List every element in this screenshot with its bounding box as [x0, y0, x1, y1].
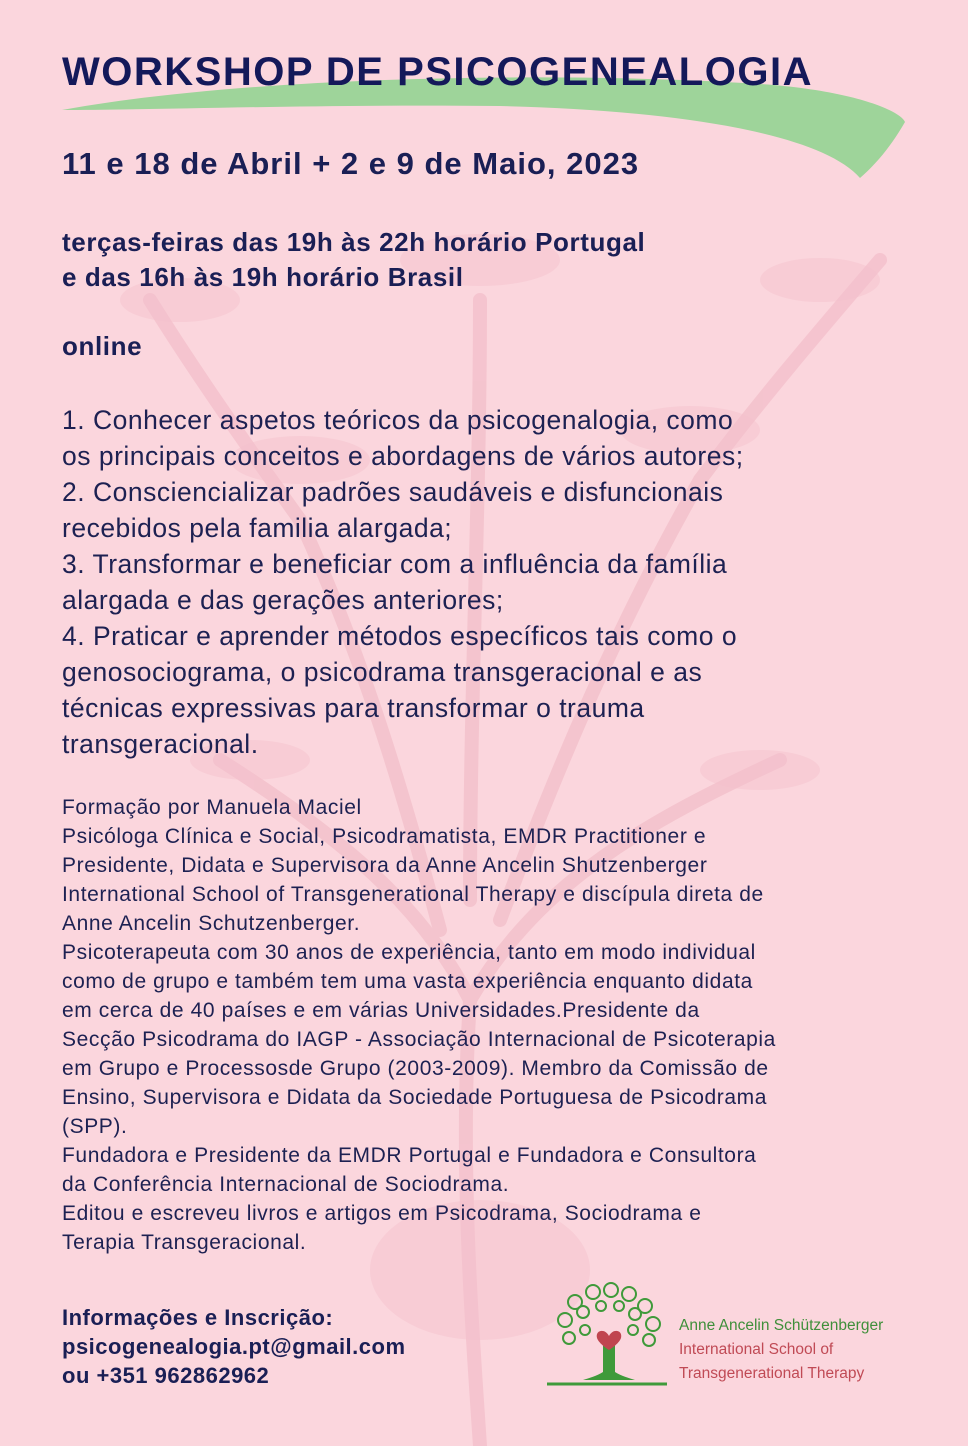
objective-line: 4. Praticar e aprender métodos específicos tais como o: [62, 621, 738, 651]
contact-info: [62, 1303, 406, 1390]
bio-line: Fundadora e Presidente da EMDR Portugal e Fundadora e Consultora: [62, 1144, 757, 1167]
school-logo-text: [679, 1314, 883, 1386]
bio-line: (SPP).: [62, 1115, 128, 1138]
bio-line: Anne Ancelin Schutzenberger.: [62, 912, 361, 935]
bio-line: Presidente, Didata e Supervisora da Anne Ancelin Shutzenberger: [62, 854, 708, 877]
bio-line: Editou e escreveu livros e artigos em Psicodrama, Sociodrama e: [62, 1202, 702, 1225]
bio-line: como de grupo e também tem uma vasta experiência enquanto didata: [62, 970, 753, 993]
bio-line: em Grupo e Processosde Grupo (2003-2009). Membro da Comissão de: [62, 1057, 769, 1080]
event-schedule: [62, 225, 645, 295]
objective-line: 3. Transformar e beneficiar com a influência da família: [62, 549, 728, 579]
contact-phone[interactable]: ou +351 962862962: [62, 1363, 270, 1388]
bio-line: da Conferência Internacional de Sociodrama.: [62, 1173, 510, 1196]
logo-line-1: Anne Ancelin Schützenberger: [679, 1317, 884, 1334]
bio-line: International School of Transgenerational Therapy e discípula direta de: [62, 883, 764, 906]
bio-line: Formação por Manuela Maciel: [62, 796, 362, 819]
contact-heading: Informações e Inscrição:: [62, 1305, 334, 1330]
logo-line-3: Transgenerational Therapy: [679, 1365, 865, 1382]
bio-line: em cerca de 40 países e em várias Universidades.Presidente da: [62, 999, 700, 1022]
event-mode: online: [62, 331, 143, 361]
bio-line: Ensino, Supervisora e Didata da Sociedade Portuguesa de Psicodrama: [62, 1086, 768, 1109]
objective-line: recebidos pela familia alargada;: [62, 513, 453, 543]
bio-line: Psicóloga Clínica e Social, Psicodramatista, EMDR Practitioner e: [62, 825, 707, 848]
schedule-portugal: terças-feiras das 19h às 22h horário Portugal: [62, 227, 646, 257]
objective-line: genosociograma, o psicodrama transgeracional e as: [62, 657, 703, 687]
objective-line: transgeracional.: [62, 729, 259, 759]
contact-email[interactable]: psicogenealogia.pt@gmail.com: [62, 1334, 406, 1359]
objective-line: 1. Conhecer aspetos teóricos da psicogenalogia, como: [62, 405, 734, 435]
objective-line: 2. Consciencializar padrões saudáveis e disfuncionais: [62, 477, 724, 507]
schedule-brasil: e das 16h às 19h horário Brasil: [62, 262, 464, 292]
bio-line: Terapia Transgeracional.: [62, 1231, 307, 1254]
objective-line: técnicas expressivas para transformar o trauma: [62, 693, 645, 723]
event-dates: 11 e 18 de Abril + 2 e 9 de Maio, 2023: [62, 146, 640, 181]
logo-line-2: International School of: [679, 1341, 834, 1358]
bio-line: Psicoterapeuta com 30 anos de experiência, tanto em modo individual: [62, 941, 756, 964]
page-title: WORKSHOP DE PSICOGENEALOGIA: [62, 50, 813, 94]
bio-line: Secção Psicodrama do IAGP - Associação Internacional de Psicoterapia: [62, 1028, 776, 1051]
objectives-list: [62, 402, 922, 762]
family-tree-heart-icon: [545, 1280, 670, 1390]
objective-line: alargada e das gerações anteriores;: [62, 585, 504, 615]
objective-line: os principais conceitos e abordagens de vários autores;: [62, 441, 744, 471]
trainer-bio: [62, 793, 942, 1257]
